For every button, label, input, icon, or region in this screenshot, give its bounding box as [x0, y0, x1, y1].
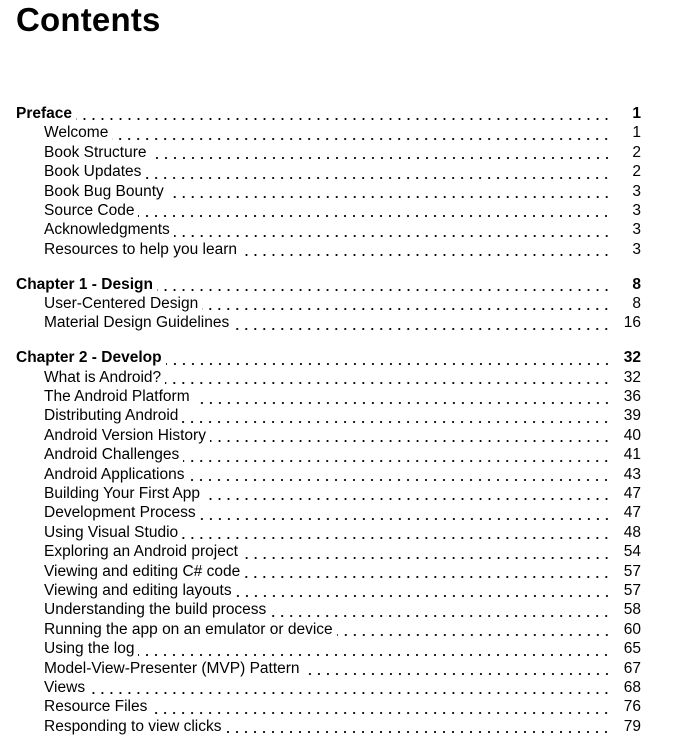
toc-entry[interactable] [16, 523, 641, 542]
toc-entry-label: User-Centered Design [44, 295, 199, 313]
toc-entry[interactable] [16, 201, 641, 220]
toc-entry-page: 57 [623, 581, 641, 599]
toc-entry[interactable] [16, 445, 641, 464]
toc-entry-label: Understanding the build process [44, 601, 267, 619]
toc-entry-label: Distributing Android [44, 407, 179, 425]
toc-entry-label: Welcome [44, 124, 109, 142]
dot-leader [241, 244, 611, 260]
dot-leader [112, 127, 611, 143]
toc-entry-label: Material Design Guidelines [44, 314, 230, 332]
toc-entry-page: 76 [623, 698, 641, 716]
toc-entry-label: Views [44, 678, 86, 696]
toc-entry[interactable] [16, 426, 641, 445]
toc-entry-page: 1 [632, 124, 641, 142]
toc-entry[interactable] [16, 484, 641, 503]
toc-entry[interactable] [16, 220, 641, 239]
toc-entry-label: What is Android? [44, 368, 162, 386]
toc-entry[interactable] [16, 294, 641, 313]
toc-entry-page: 67 [623, 659, 641, 677]
toc-entry-page: 60 [623, 620, 641, 638]
toc-entry[interactable] [16, 406, 641, 425]
toc-entry-label: Acknowledgments [44, 221, 170, 239]
toc-entry-label: Viewing and editing layouts [44, 581, 232, 599]
toc-entry-page: 68 [623, 678, 641, 696]
dot-leader [138, 643, 611, 659]
toc-heading[interactable] [16, 104, 641, 123]
toc-entry[interactable] [16, 620, 641, 639]
dot-leader [145, 166, 611, 182]
dot-leader [236, 585, 611, 601]
toc-entry-page: 47 [623, 504, 641, 522]
toc-entry[interactable] [16, 143, 641, 162]
toc-entry-page: 3 [632, 240, 641, 258]
toc-entry-label: Responding to view clicks [44, 717, 222, 735]
toc-entry[interactable] [16, 313, 641, 332]
dot-leader [183, 449, 611, 465]
toc-entry[interactable] [16, 503, 641, 522]
toc-entry-label: Model-View-Presenter (MVP) Pattern [44, 659, 300, 677]
dot-leader [182, 527, 611, 543]
toc-entry-label: Resource Files [44, 698, 148, 716]
dot-leader [166, 352, 611, 368]
toc-entry-page: 47 [623, 485, 641, 503]
dot-leader [202, 298, 611, 314]
dot-leader [194, 391, 611, 407]
table-of-contents [16, 104, 641, 752]
toc-entry-label: Exploring an Android project [44, 543, 238, 561]
toc-entry-page: 40 [623, 426, 641, 444]
dot-leader [188, 469, 611, 485]
dot-leader [89, 682, 611, 698]
toc-section-chapter-1 [16, 275, 641, 333]
toc-entry-page: 16 [623, 314, 641, 332]
toc-entry-page: 8 [632, 295, 641, 313]
dot-leader [182, 410, 611, 426]
dot-leader [204, 488, 611, 504]
toc-heading-label: Preface [16, 105, 73, 122]
toc-entry-page: 54 [623, 543, 641, 561]
toc-entry-label: Running the app on an emulator or device [44, 620, 333, 638]
toc-entry-label: Development Process [44, 504, 196, 522]
toc-entry-label: Using the log [44, 640, 135, 658]
dot-leader [244, 566, 611, 582]
toc-section-chapter-2 [16, 348, 641, 736]
toc-entry[interactable] [16, 562, 641, 581]
toc-entry[interactable] [16, 240, 641, 259]
toc-entry[interactable] [16, 678, 641, 697]
dot-leader [304, 662, 611, 678]
dot-leader [168, 186, 611, 202]
toc-heading-page: 1 [632, 105, 641, 122]
toc-entry[interactable] [16, 387, 641, 406]
page-title: Contents [16, 1, 161, 38]
dot-leader [242, 546, 611, 562]
dot-leader [200, 507, 611, 523]
toc-entry-page: 3 [632, 201, 641, 219]
dot-leader [270, 604, 611, 620]
dot-leader [233, 317, 611, 333]
toc-entry-page: 43 [623, 465, 641, 483]
toc-heading-label: Chapter 1 - Design [16, 275, 153, 293]
toc-entry-label: Book Bug Bounty [44, 182, 164, 200]
toc-heading-page: 32 [623, 349, 641, 367]
dot-leader [210, 430, 611, 446]
toc-entry-label: Android Challenges [44, 446, 180, 464]
toc-entry-label: The Android Platform [44, 388, 190, 406]
toc-entry-label: Source Code [44, 201, 135, 219]
toc-entry[interactable] [16, 659, 641, 678]
toc-heading[interactable] [16, 348, 641, 367]
dot-leader [165, 372, 611, 388]
toc-entry-label: Resources to help you learn [44, 240, 238, 258]
toc-heading[interactable] [16, 275, 641, 294]
dot-leader [225, 721, 611, 737]
toc-entry[interactable] [16, 542, 641, 561]
toc-entry-page: 39 [623, 407, 641, 425]
toc-entry-page: 2 [632, 143, 641, 161]
toc-entry-page: 41 [623, 446, 641, 464]
toc-entry-page: 57 [623, 562, 641, 580]
toc-entry-label: Using Visual Studio [44, 523, 179, 541]
toc-section-preface [16, 104, 641, 259]
toc-entry[interactable] [16, 600, 641, 619]
toc-entry[interactable] [16, 697, 641, 716]
toc-entry[interactable] [16, 162, 641, 181]
dot-leader [157, 279, 611, 295]
toc-entry-page: 32 [623, 368, 641, 386]
toc-entry-label: Viewing and editing C# code [44, 562, 241, 580]
toc-entry-label: Android Applications [44, 465, 185, 483]
toc-entry-page: 65 [623, 640, 641, 658]
dot-leader [151, 701, 611, 717]
toc-entry-label: Book Structure [44, 143, 147, 161]
toc-entry-label: Book Updates [44, 163, 142, 181]
toc-entry[interactable] [16, 639, 641, 658]
toc-entry[interactable] [16, 465, 641, 484]
toc-entry-label: Building Your First App [44, 485, 200, 503]
toc-entry-page: 36 [623, 388, 641, 406]
toc-heading-page: 8 [632, 275, 641, 293]
toc-heading-label: Chapter 2 - Develop [16, 349, 162, 367]
toc-entry-page: 3 [632, 221, 641, 239]
toc-entry[interactable] [16, 368, 641, 387]
toc-entry-page: 3 [632, 182, 641, 200]
toc-entry-page: 48 [623, 523, 641, 541]
toc-entry[interactable] [16, 123, 641, 142]
toc-entry-page: 2 [632, 163, 641, 181]
dot-leader [151, 147, 611, 163]
toc-entry-page: 79 [623, 717, 641, 735]
toc-entry-label: Android Version History [44, 426, 206, 444]
dot-leader [138, 205, 611, 221]
toc-entry-page: 58 [623, 601, 641, 619]
dot-leader [76, 108, 611, 124]
dot-leader [174, 224, 611, 240]
toc-entry[interactable] [16, 182, 641, 201]
dot-leader [337, 624, 611, 640]
toc-entry[interactable] [16, 581, 641, 600]
toc-entry[interactable] [16, 717, 641, 736]
